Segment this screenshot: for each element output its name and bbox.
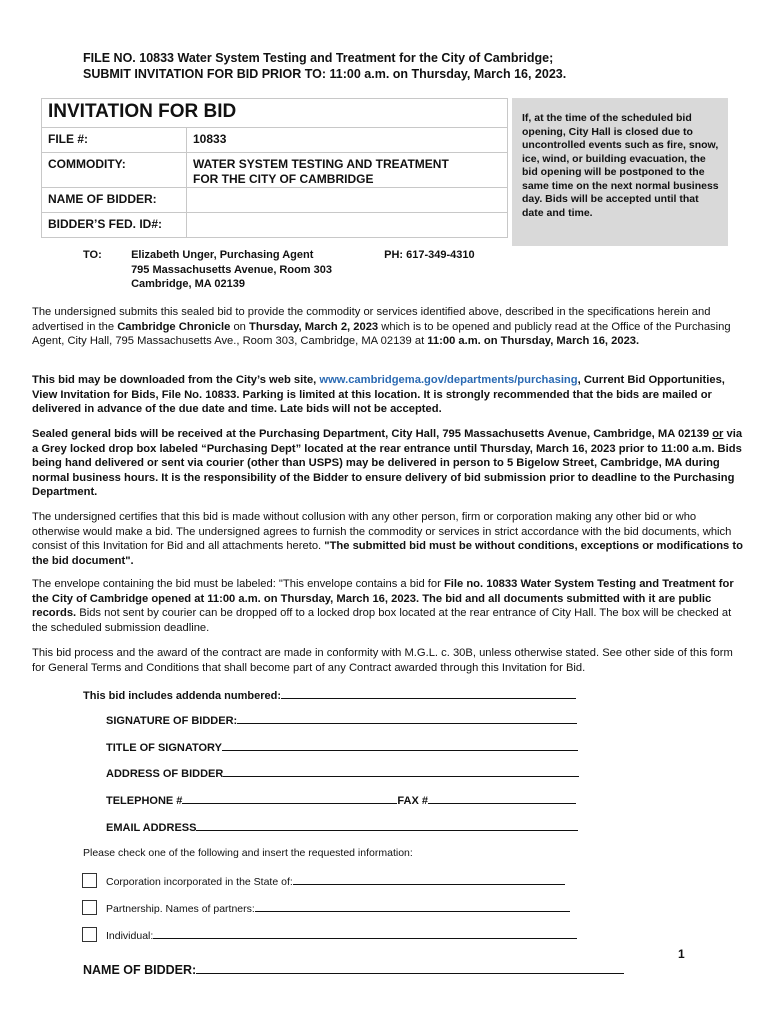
bid-info-table <box>41 98 508 238</box>
to-phone: PH: 617-349-4310 <box>384 249 475 261</box>
to-block <box>83 248 475 292</box>
form-title: INVITATION FOR BID <box>48 101 237 122</box>
title-row <box>106 740 578 754</box>
phone-fax-row <box>106 793 576 807</box>
purchasing-link[interactable]: www.cambridgema.gov/departments/purchasing <box>319 374 578 386</box>
fed-id-field[interactable] <box>187 213 507 237</box>
file-label: FILE #: <box>42 128 187 152</box>
telephone-line[interactable] <box>182 793 397 804</box>
telephone-label: TELEPHONE # <box>106 795 183 807</box>
closure-notice-box: If, at the time of the scheduled bid opening, City Hall is closed due to uncontrolled events such as fire, snow, ice, wind, or building evacuation, the bid opening will be postponed to the same time on the next normal business day. Bids will be accepted until that date and time. <box>512 98 728 246</box>
commodity-value-line-1: WATER SYSTEM TESTING AND TREATMENT <box>193 157 449 171</box>
corporation-line[interactable] <box>293 874 565 885</box>
p3-or: or <box>712 428 724 440</box>
page-number: 1 <box>678 947 685 961</box>
fed-id-label: BIDDER’S FED. ID#: <box>42 213 187 237</box>
partnership-label: Partnership. Names of partners: <box>106 903 255 915</box>
individual-label: Individual: <box>106 930 154 942</box>
commodity-value-line-2: FOR THE CITY OF CAMBRIDGE <box>193 172 374 186</box>
fax-line[interactable] <box>428 793 576 804</box>
title-line[interactable] <box>222 740 578 751</box>
bidder-label: NAME OF BIDDER: <box>42 188 187 212</box>
footer-bidder-line[interactable] <box>196 962 624 974</box>
to-city: Cambridge, MA 02139 <box>131 278 245 290</box>
to-address <box>131 248 381 292</box>
paragraph-delivery <box>32 427 746 500</box>
signature-label: SIGNATURE OF BIDDER: <box>106 715 238 727</box>
signature-row <box>106 713 577 727</box>
header-line-1: FILE NO. 10833 Water System Testing and Treatment for the City of Cambridge; <box>83 51 554 65</box>
to-name: Elizabeth Unger, Purchasing Agent <box>131 249 314 261</box>
corporation-label: Corporation incorporated in the State of: <box>106 876 293 888</box>
paragraph-conformity: This bid process and the award of the contract are made in conformity with M.G.L. c. 30B, unless otherwise stated. See other side of this form for General Terms and Conditions that shall become part of any Contract awarded through this Invitation for Bid. <box>32 647 733 674</box>
p1-ad-date: Thursday, March 2, 2023 <box>249 320 379 333</box>
paragraph-envelope <box>32 577 746 635</box>
p1-text-a: The undersigned submits this sealed bid to provide the commodity or services identified above, described in the specifications herein and advertised in the <box>32 306 711 333</box>
footer-bidder-label: NAME OF BIDDER: <box>83 963 197 977</box>
title-label: TITLE OF SIGNATORY <box>106 742 222 754</box>
commodity-label: COMMODITY: <box>42 153 187 187</box>
partnership-line[interactable] <box>255 901 570 912</box>
addenda-label: This bid includes addenda numbered: <box>83 690 282 702</box>
file-value: 10833 <box>193 132 227 146</box>
corporation-row <box>106 874 565 888</box>
individual-row <box>106 928 577 942</box>
address-row <box>106 766 579 780</box>
individual-checkbox[interactable] <box>82 927 97 942</box>
partnership-row <box>106 901 570 915</box>
p2-text-a: This bid may be downloaded from the City’s web site, <box>32 374 320 386</box>
fax-label: FAX # <box>397 795 428 807</box>
p5-text-c: Bids not sent by courier can be dropped off to a locked drop box located at the rear entrance of City Hall. The box will be checked at the scheduled submission deadline. <box>32 607 732 634</box>
p3-text-b: via a Grey locked drop box labeled “Purchasing Dept” located at the rear entrance until Thursday, March 16, 2023 prior to 11:00 a.m. Bids being hand delivered or sent via courier (other than USPS) may be delivered in person to 5 Bigelow Street, Cambridge, MA during normal business hours. It is the responsibility of the Bidder to ensure delivery of bid submission prior to deadline to the Purchasing Department. <box>32 428 743 498</box>
individual-line[interactable] <box>153 928 577 939</box>
paragraph-download <box>32 373 746 417</box>
commodity-value <box>187 153 507 187</box>
addenda-row <box>83 688 576 702</box>
p1-text-e: which is to be opened and publicly read at the Office of the Purchasing Agent, City Hall, 795 Massachusetts Ave., Room 303, Cambridge, MA 02139 at <box>32 320 731 347</box>
partnership-checkbox[interactable] <box>82 900 97 915</box>
bidder-row <box>42 187 507 212</box>
commodity-row <box>42 152 507 187</box>
p5-text-b: File no. 10833 Water System Testing and Treatment for the City of Cambridge opened at 11:00 a.m. on Thursday, March 16, 2023. The bid and all documents submitted with it are public records. <box>32 578 734 619</box>
p5-text-a: The envelope containing the bid must be labeled: "This envelope contains a bid for <box>32 578 444 590</box>
email-row <box>106 820 578 834</box>
addenda-line[interactable] <box>281 688 576 699</box>
address-label: ADDRESS OF BIDDER <box>106 768 224 780</box>
to-street: 795 Massachusetts Avenue, Room 303 <box>131 263 333 276</box>
p4-text-a: The undersigned certifies that this bid is made without collusion with any other person, firm or corporation making any other bid or who otherwise would make a bid. The undersigned agrees to furnish the commodity or services in strict accordance with the bid documents, which consist of this Invitation for Bid and all attachments hereto. <box>32 511 732 552</box>
footer-bidder-row <box>83 962 624 977</box>
email-label: EMAIL ADDRESS <box>106 822 197 834</box>
p3-text-a: Sealed general bids will be received at the Purchasing Department, City Hall, 795 Massachusetts Avenue, Cambridge, MA 02139 <box>32 428 713 440</box>
paragraph-submission <box>32 305 746 349</box>
header-line-2: SUBMIT INVITATION FOR BID PRIOR TO: 11:00 a.m. on Thursday, March 16, 2023. <box>83 67 567 81</box>
bidder-field[interactable] <box>187 188 507 212</box>
p2-text-b: , Current Bid Opportunities, View Invitation for Bids, File No. 10833. Parking is limited at this location. It is strongly recommended that the bids are mailed or delivered in advance of the due date and time. Late bids will not be accepted. <box>32 374 725 415</box>
corporation-checkbox[interactable] <box>82 873 97 888</box>
fed-id-row <box>42 212 507 237</box>
p1-newspaper: Cambridge Chronicle <box>117 320 231 333</box>
check-intro: Please check one of the following and insert the requested information: <box>83 847 413 859</box>
p1-open-time: 11:00 a.m. on Thursday, March 16, 2023. <box>427 335 640 347</box>
paragraph-certification <box>32 510 746 568</box>
address-line[interactable] <box>223 766 579 777</box>
email-line[interactable] <box>196 820 578 831</box>
file-row <box>42 127 507 152</box>
p1-text-c: on <box>230 320 250 333</box>
document-header <box>83 50 566 82</box>
p4-text-b: "The submitted bid must be without conditions, exceptions or modifications to the bid document". <box>32 540 743 567</box>
to-label: TO: <box>83 249 102 261</box>
signature-line[interactable] <box>237 713 577 724</box>
